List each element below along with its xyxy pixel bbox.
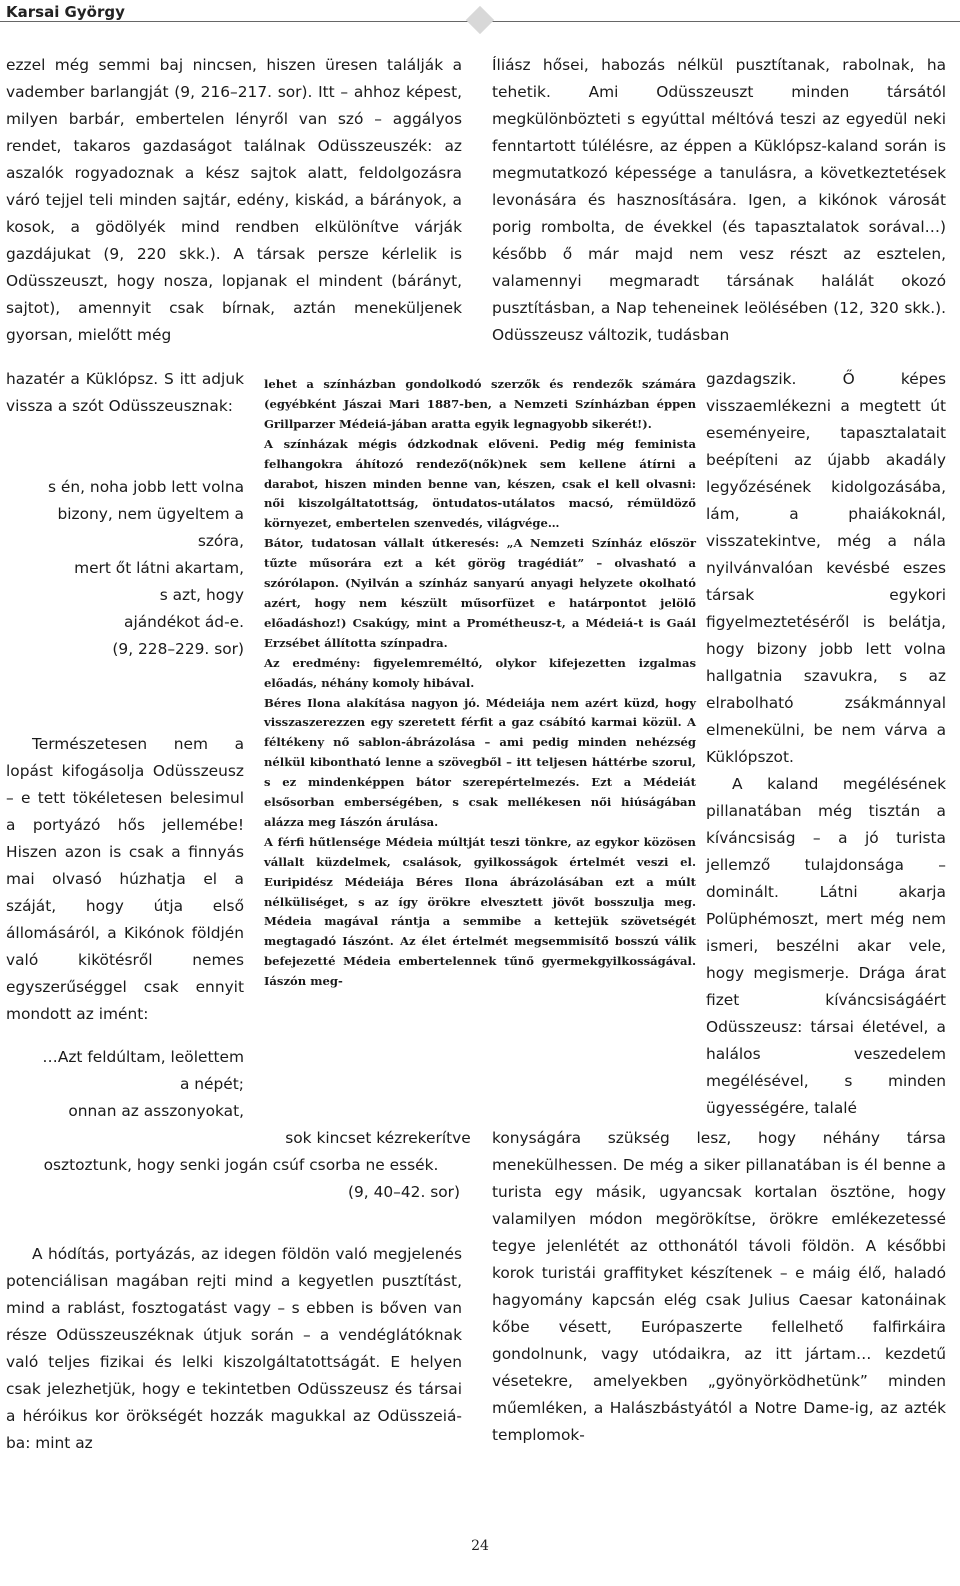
box-paragraph: lehet a színházban gondolkodó szerzők és rendezők számára (egyébként Jászai Mari 1887-ben, a Nemzeti Színházban éppen Grillparzer Médeiá-jában aratta egyik legnagyobb sikerét!). — [264, 377, 696, 431]
quote-line: onnan az asszonyokat, — [68, 1102, 244, 1120]
theatre-review-box — [264, 375, 696, 992]
box-paragraph: Az eredmény: figyelemreméltó, olykor kifejezetten izgalmas előadás, néhány komoly hibával. — [264, 655, 696, 690]
quote-line: …Azt feldúltam, leölettem — [42, 1048, 244, 1066]
quote-line: osztoztunk, hogy senki jogán csúf csorba ne essék. — [43, 1156, 439, 1174]
quote-line: mert őt látni akartam, — [74, 559, 244, 577]
right-column-mid — [706, 366, 946, 1122]
paragraph-right-bottom: konyságára szükség lesz, hogy néhány társa menekülhessen. De még a siker pillanatában is él benne a turista egy másik, ugyancsak kortalan ösztöne, hogy valamilyen módon megörökítse, örökre emlékezetessé tegye jelenlétét az otthonától távoli földön. A későbbi korok turistái graffityket készítenek – e máig élő, haladó hagyomány kapcsán elég csak Julius Caesar katonáinak kőbe vésett, Európaszerte fellelhető falfirkáira gondolnunk, vagy utódaikra, az itt jártam… kezdetű vésetekre, amelyekben „gyönyörködhetünk” minden műemléken, a Halászbástyától a Notre Dame-ig, az azték templomok- — [492, 1129, 946, 1444]
box-paragraph: A férfi hűtlensége Médeia múltját teszi tönkre, az egykor közösen vállalt küzdelmek, csalások, gyilkosságok értelmét veszi el. Euripidész Médeiája Béres Ilona ábrázolásában ezt a múlt nélküliséget, s az így örökre elvesztett jövőt bosszulja meg. Médeia magával rántja a semmibe a kettejük szövetségét megtagadó Iászónt. Az élet értelmét megsemmisítő bosszú válik befejezetté Médeia embertelennek tűnő gyermekgyilkosságával. Iászón meg- — [264, 834, 696, 989]
paragraph-left-lead: hazatér a Küklópsz. S itt adjuk vissza a szót Odüsszeusznak: — [6, 370, 244, 415]
box-paragraph: Béres Ilona alakítása nagyon jó. Médeiája nem azért küzd, hogy visszaszerezzen egy szeretett férfit a gaz csábító karmai közül. A féltékeny nő sablon-ábrázolása – ami pedig minden nehézség nélkül kibontható lenne a szövegből – itt teljesen háttérbe szorul, s ez mindenképpen bátor szerepértelmezés. Ezt a Médeiát elsősorban emberségében, s csak mellékesen női hiúságában alázza meg Iászón árulása. — [264, 695, 696, 829]
quote-line: s azt, hogy — [159, 586, 244, 604]
quote-odyssey-9-228 — [6, 474, 244, 663]
box-paragraph: Bátor, tudatosan vállalt útkeresés: „A Nemzeti Színház először tűzte műsorára ezt a két görög tragédiát” – olvasható a szórólapon. (Nyilván a színház sanyarú anyagi helyzete okolható azért, hogy nem készült műsorfüzet e határpontot jelölő előadáshoz!) Csakúgy, mint a Prométheusz-t, a Médeiá-t is Gaál Erzsébet állította színpadra. — [264, 536, 696, 650]
paragraph-right-mid-1: gazdagszik. Ő képes visszaemlékezni a megtett út eseményeire, tapasztalatait beépíteni az újabb akadály legyőzésének kidolgozásába, lám, a phaiákoknál, visszatekintve, még a nála nyilvánvalóan kevésbé eszes társak egykori figyelmeztetéséről is belátja, hogy bizony jobb lett volna hallgatnia szavukra, s az elrabolható zsákmánnyal elmenekülni, be nem várva a Küklópszot. — [706, 370, 946, 766]
paragraph-right-mid-2: A kaland megélésének pillanatában még tisztán a kíváncsiság – a jó turista jellemző tulajdonsága – dominált. Látni akarja Polüphémoszt, mert még nem ismeri, beszélni akar vele, hogy megismerje. Drága árat fizet kíváncsiságáért Odüsszeusz: társai életével, a halálos veszedelem megélésével, s minden ügyességére, talalé — [706, 775, 946, 1117]
quote-line: szóra, — [197, 532, 244, 550]
running-head-author: Karsai György — [6, 3, 125, 21]
quote-line: sok kincset kézrekerítve — [285, 1129, 471, 1147]
left-column-top — [6, 52, 462, 349]
left-column-mid — [6, 731, 244, 1028]
quote-line: a népét; — [179, 1075, 244, 1093]
page-number: 24 — [471, 1538, 489, 1554]
diamond-ornament-icon — [466, 6, 494, 34]
paragraph-left-mid: Természetesen nem a lopást kifogásolja Odüsszeusz – e tett tökéletesen belesimul a portyázó hős jellemébe! Hiszen azon is csak a finnyás mai olvasó húzhatja el a száját, hogy útja első állomásáról, a Kikónok földjén való kikötésről nemes egyszerűséggel csak ennyit mondott az imént: — [6, 735, 244, 1023]
right-column-top — [492, 52, 946, 349]
page-header — [0, 0, 960, 24]
left-column-bottom — [6, 1241, 462, 1457]
left-column-lead — [6, 366, 244, 420]
paragraph-left-top: ezzel még semmi baj nincsen, hiszen üresen találják a vadember barlangját (9, 216–217. sor). Itt – ahhoz képest, milyen barbár, embertelen lényről van szó – aggályos rendet, takaros gazdaságot találnak Odüsszeuszék: az aszalók rogyadoznak a kész sajtok alatt, feldolgozásra váró tejjel teli minden sajtár, edény, kiskád, a bárányok, a kosok, a gödölyék mind rendben elkülönítve várják gazdájukat (9, 220 skk.). A társak persze kérlelik is Odüsszeuszt, hogy nosza, lopjanak el mindent (bárányt, sajtot), amennyit csak bírnak, aztán meneküljenek gyorsan, mielőtt még — [6, 56, 462, 344]
quote-citation: (9, 40–42. sor) — [348, 1183, 460, 1201]
paragraph-left-bottom: A hódítás, portyázás, az idegen földön való megjelenés potenciálisan magában rejti mind a kegyetlen pusztítást, mind a rablást, fosztogatást vagy – s ebben is bőven van része Odüsszeuszéknak útjuk során – a vendéglátóknak való teljes fizikai és lelki kiszolgáltatottságát. E helyen csak jelezhetjük, hogy e tekintetben Odüsszeusz és társai a héróikus kor örökségét hozzák magukkal az Odüsszeiá-ba: mint az — [6, 1245, 462, 1452]
quote-citation: (9, 228–229. sor) — [112, 640, 244, 658]
quote-line: s én, noha jobb lett volna — [48, 478, 244, 496]
quote-line: ajándékot ád-e. — [124, 613, 244, 631]
quote-line: bizony, nem ügyeltem a — [57, 505, 244, 523]
right-column-bottom — [492, 1125, 946, 1449]
box-paragraph: A színházak mégis ódzkodnak előveni. Pedig még feminista felhangokra áhítozó rendező(nők)nek sem kellene átírni a darabot, hiszen minden benne van, készen, csak el kell olvasni: női kiszolgáltatottság, öntudatos-utálatos macsó, rémüldöző környezet, embertelen szenvedés, világvége… — [264, 436, 696, 531]
paragraph-right-top: Íliász hősei, habozás nélkül pusztítanak, rabolnak, ha tehetik. Ami Odüsszeuszt minden társától megkülönbözteti s egyúttal méltóvá teszi az egyedül neki fenntartott túlélésre, az éppen a Küklópsz-kaland során is megmutatkozó képessége a tanulásra, a következtetések levonására és hasznosítására. Igen, a kikónok városát porig rombolta, de évekkel (és tapasztalatok sorával…) később ő már majd nem vesz részt az esztelen, valamennyi megmaradt társának halálát okozó pusztításban, a Nap teheneinek leölésében (12, 320 skk.). Odüsszeusz változik, tudásban — [492, 56, 946, 344]
